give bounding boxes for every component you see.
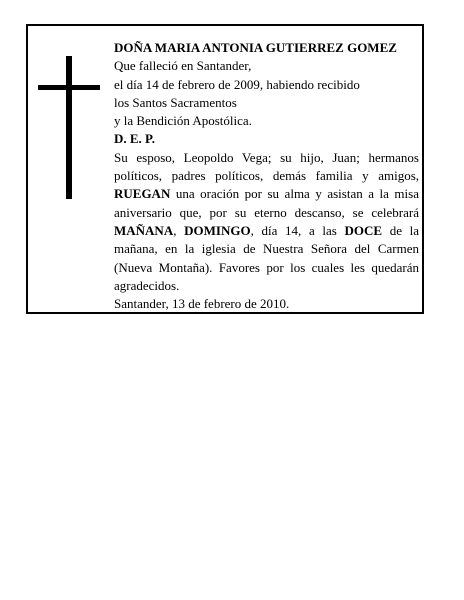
sacraments-line: los Santos Sacramentos <box>114 94 237 110</box>
cross-horizontal-bar <box>38 85 100 90</box>
cross-icon <box>38 56 100 199</box>
prayer-text: una oración por su alma y asistan a la misa aniversario que, por su eterno descanso, se celebrará <box>114 186 419 220</box>
deceased-name: DOÑA MARIA ANTONIA GUTIERREZ GOMEZ <box>114 40 397 55</box>
family-text: Su esposo, Leopoldo Vega; su hijo, Juan; hermanos políticos, padres políticos, demás familia y amigos, <box>114 149 419 184</box>
death-place-line: Que falleció en Santander, <box>114 58 252 74</box>
notice-text <box>114 39 419 313</box>
day-text: , día 14, a las <box>250 222 345 238</box>
cross-vertical-bar <box>66 56 72 199</box>
obituary-notice <box>26 24 424 314</box>
closing-line: Santander, 13 de febrero de 2010. <box>114 296 290 312</box>
domingo-word: DOMINGO <box>184 222 251 238</box>
church-text: de la mañana, en la iglesia de Nuestra Señora del Carmen (Nueva Montaña). Favores por los cuales les quedarán agradecidos. <box>114 222 420 293</box>
family-paragraph <box>114 149 419 295</box>
death-date-line: el día 14 de febrero de 2009, habiendo recibido <box>114 76 360 92</box>
blessing-line: y la Bendición Apostólica. <box>114 113 252 129</box>
doce-word: DOCE <box>344 222 383 238</box>
ruegan-word: RUEGAN <box>114 186 171 202</box>
manana-word: MAÑANA <box>114 222 174 238</box>
comma-text: , <box>173 222 185 238</box>
dep-heading: D. E. P. <box>114 131 156 147</box>
